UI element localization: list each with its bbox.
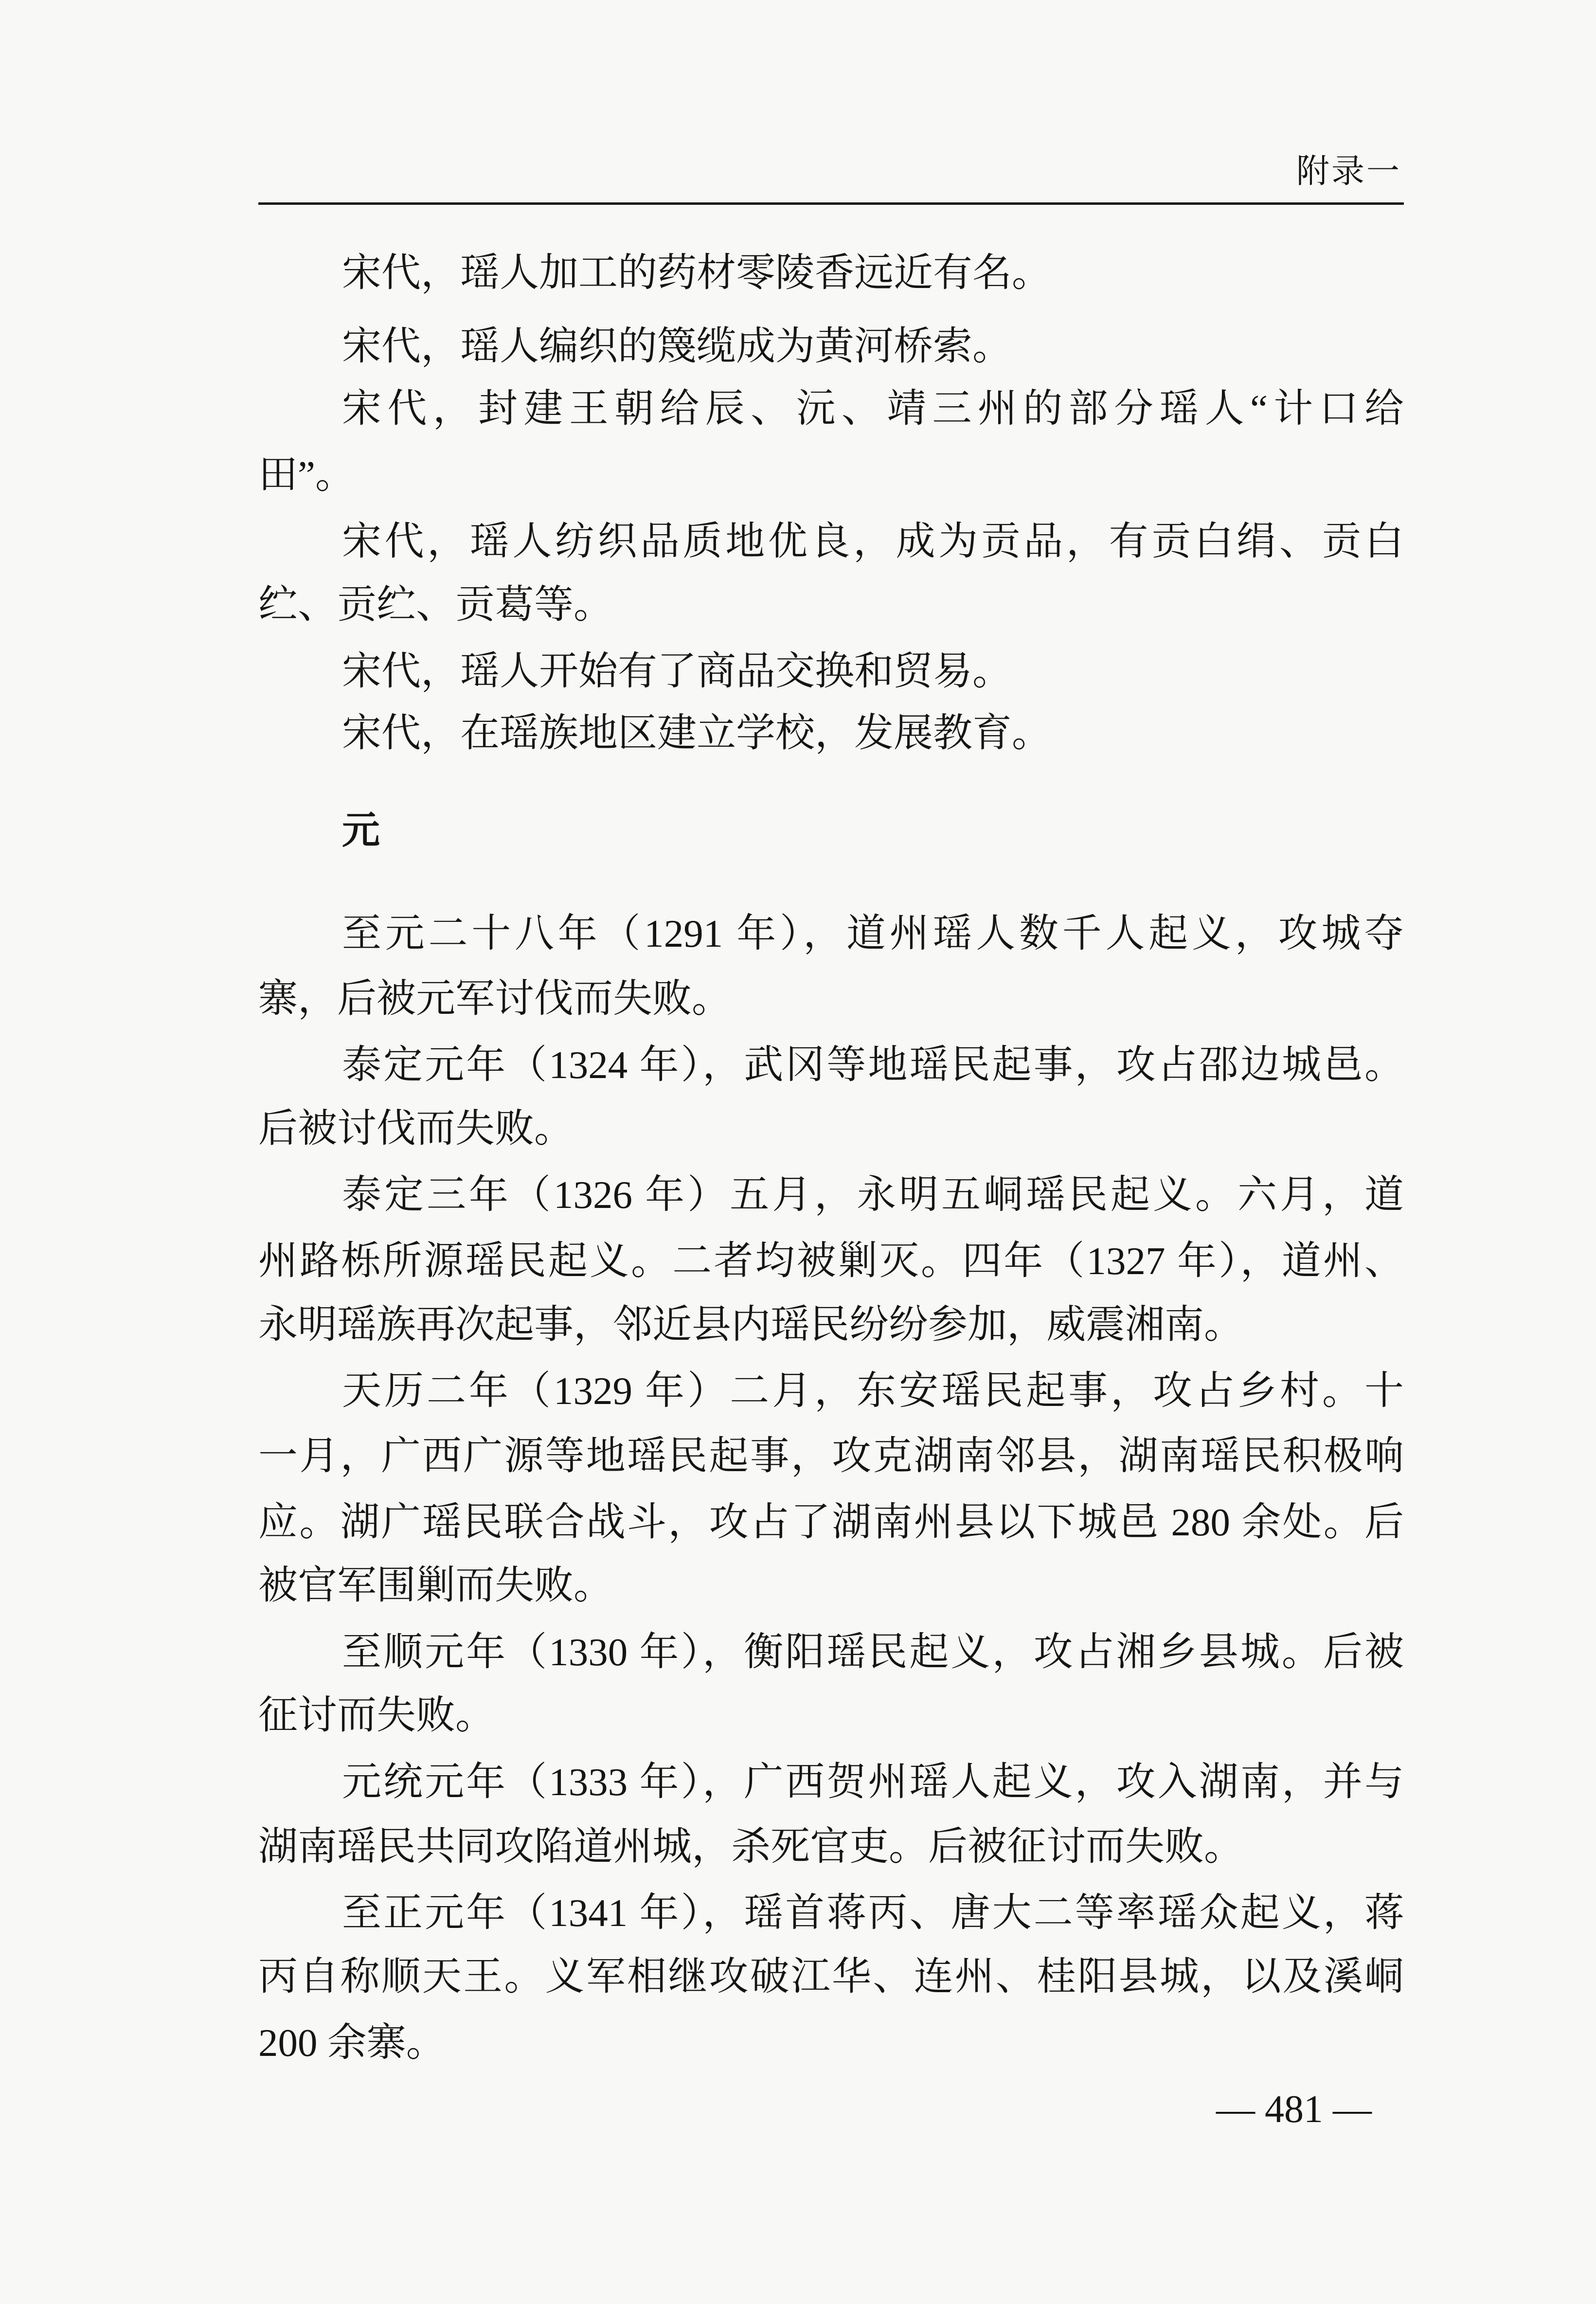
entry-line: 被官军围剿而失败。 <box>258 1564 613 1607</box>
entry-line: 泰定三年（1326 年）五月，永明五峒瑶民起义。六月，道 <box>342 1173 1404 1217</box>
entry-line: 纻、贡纻、贡葛等。 <box>258 583 613 627</box>
entry-line: 天历二年（1329 年）二月，东安瑶民起事，攻占乡村。十 <box>342 1369 1404 1413</box>
header-rule <box>258 202 1404 205</box>
entry-line: 至正元年（1341 年），瑶首蒋丙、唐大二等率瑶众起义，蒋 <box>342 1891 1404 1935</box>
entry-line: 宋代，瑶人加工的药材零陵香远近有名。 <box>342 251 1052 295</box>
entry-line: 至顺元年（1330 年），衡阳瑶民起义，攻占湘乡县城。后被 <box>342 1630 1404 1674</box>
entry-line: 寨，后被元军讨伐而失败。 <box>258 977 732 1021</box>
section-heading: 元 <box>342 809 380 851</box>
entry-line: 征讨而失败。 <box>258 1693 495 1737</box>
entry-line: 后被讨伐而失败。 <box>258 1107 574 1151</box>
entry-line: 应。湖广瑶民联合战斗，攻占了湖南州县以下城邑 280 余处。后 <box>258 1500 1404 1544</box>
entry-line: 州路栎所源瑶民起义。二者均被剿灭。四年（1327 年），道州、 <box>258 1239 1404 1283</box>
entry-line: 永明瑶族再次起事，邻近县内瑶民纷纷参加，威震湘南。 <box>258 1303 1244 1347</box>
entry-line: 丙自称顺天王。义军相继攻破江华、连州、桂阳县城，以及溪峒 <box>258 1955 1404 1998</box>
entry-line: 宋代，封建王朝给辰、沅、靖三州的部分瑶人“计口给 <box>342 387 1404 431</box>
entry-line: 宋代，瑶人纺织品质地优良，成为贡品，有贡白绢、贡白 <box>342 520 1404 563</box>
entry-line: 宋代，瑶人编织的篾缆成为黄河桥索。 <box>342 324 1012 368</box>
entry-line: 田”。 <box>258 453 355 497</box>
entry-line: 宋代，瑶人开始有了商品交换和贸易。 <box>342 649 1012 693</box>
entry-line: 一月，广西广源等地瑶民起事，攻克湖南邻县，湖南瑶民积极响 <box>258 1434 1404 1478</box>
entry-line: 元统元年（1333 年），广西贺州瑶人起义，攻入湖南，并与 <box>342 1760 1404 1804</box>
page-number: — 481 — <box>1216 2088 1372 2131</box>
entry-line: 200 余寨。 <box>258 2021 446 2065</box>
entry-line: 宋代，在瑶族地区建立学校，发展教育。 <box>342 711 1052 755</box>
entry-line: 湖南瑶民共同攻陷道州城，杀死官吏。后被征讨而失败。 <box>258 1825 1244 1869</box>
running-header: 附录一 <box>1296 153 1401 190</box>
entry-line: 至元二十八年（1291 年），道州瑶人数千人起义，攻城夺 <box>342 912 1404 955</box>
entry-line: 泰定元年（1324 年），武冈等地瑶民起事，攻占邵边城邑。 <box>342 1043 1404 1087</box>
